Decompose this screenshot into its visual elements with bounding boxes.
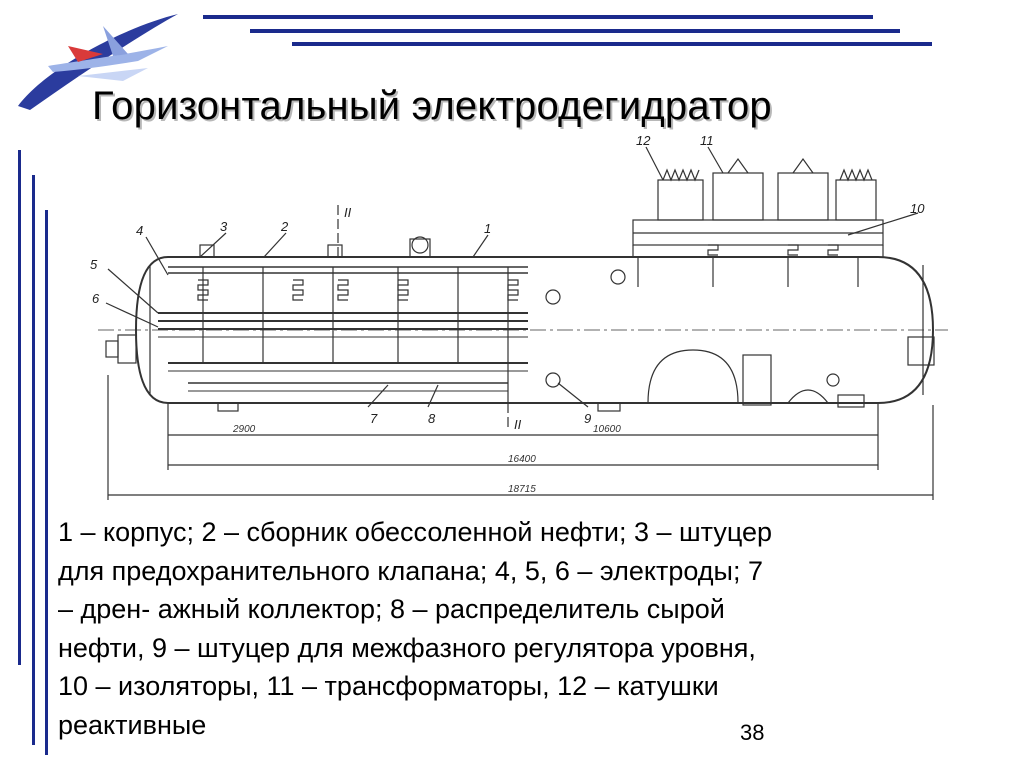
side-line-1 <box>18 150 21 665</box>
side-line-3 <box>45 210 48 755</box>
dimension-16400: 16400 <box>508 454 536 465</box>
callout-10: 10 <box>910 201 925 216</box>
dimension-2900: 2900 <box>233 424 256 435</box>
callout-4: 4 <box>136 223 144 238</box>
caption <box>58 513 988 744</box>
caption-line: для предохранительного клапана; 4, 5, 6 – электроды; 7 <box>58 555 763 586</box>
dehydrator-drawing <box>88 133 958 510</box>
caption-line: реактивные <box>58 709 207 740</box>
section-mark-top: II <box>344 205 352 220</box>
header-line-top <box>203 15 873 19</box>
callout-2: 2 <box>281 219 289 234</box>
callout-8: 8 <box>428 411 436 426</box>
header-line-bottom <box>292 42 932 46</box>
callout-9: 9 <box>584 411 592 426</box>
dimension-10600: 10600 <box>593 424 621 435</box>
caption-line: 1 – корпус; 2 – сборник обессоленной нефти; 3 – штуцер <box>58 517 773 547</box>
callout-1: 1 <box>484 221 492 236</box>
callout-12: 12 <box>636 133 651 148</box>
side-line-2 <box>32 175 35 745</box>
slide-title: Горизонтальный электродегидратор <box>92 84 772 128</box>
callout-6: 6 <box>92 291 100 306</box>
callout-7: 7 <box>370 411 378 426</box>
dimension-18715: 18715 <box>508 484 536 495</box>
callout-5: 5 <box>90 257 98 272</box>
callout-3: 3 <box>220 219 228 234</box>
caption-line: 10 – изоляторы, 11 – трансформаторы, 12 – катушки <box>58 671 719 701</box>
header-line-middle <box>250 29 900 33</box>
caption-line: – дрен- ажный коллектор; 8 – распределитель сырой <box>58 594 725 624</box>
page-number: 38 <box>740 720 765 745</box>
caption-line: нефти, 9 – штуцер для межфазного регулятора уровня, <box>58 632 756 663</box>
callout-11: 11 <box>700 133 714 148</box>
section-mark-bottom: II <box>514 417 522 432</box>
